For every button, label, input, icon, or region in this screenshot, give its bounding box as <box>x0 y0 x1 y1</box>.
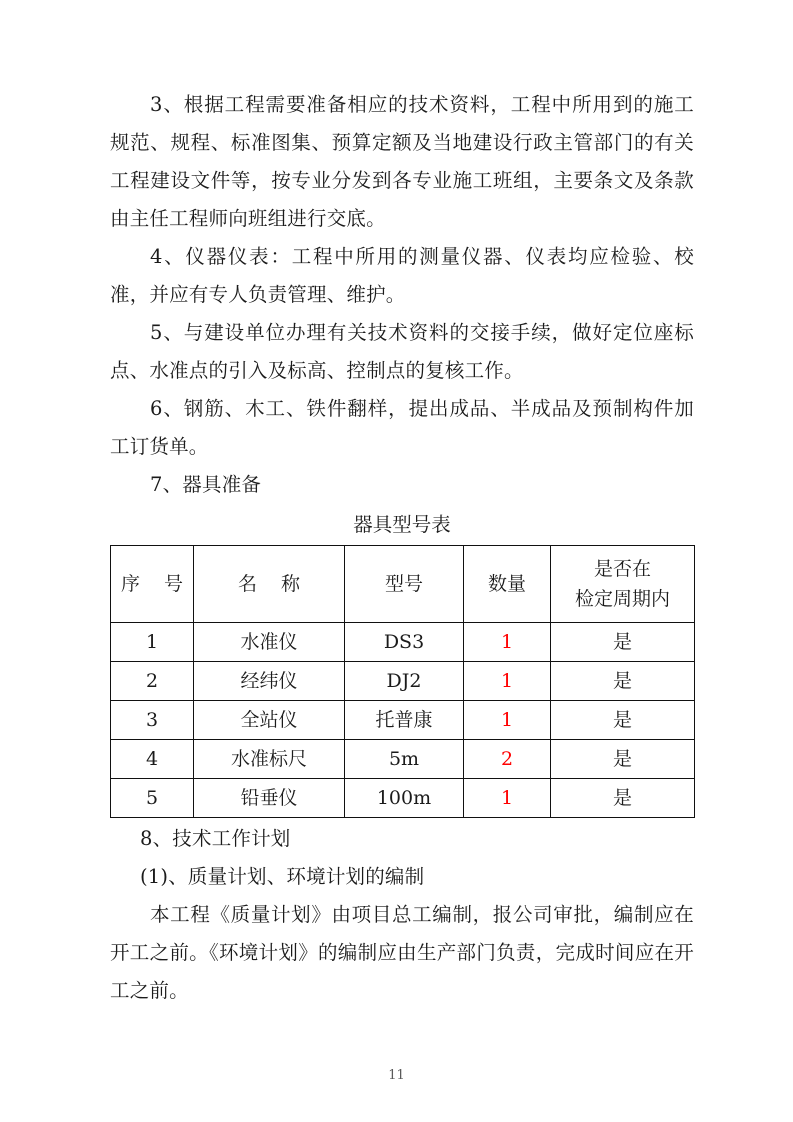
paragraph-item-8-sub-1: (1)、质量计划、环境计划的编制 <box>140 865 425 888</box>
column-header-valid-line1: 是否在 <box>593 558 651 580</box>
cell-no: 5 <box>111 779 194 818</box>
cell-no: 3 <box>111 701 194 740</box>
table-row <box>111 779 695 818</box>
cell-model: 托普康 <box>345 701 464 740</box>
table-caption: 器具型号表 <box>353 513 451 536</box>
page-body <box>110 86 694 1010</box>
cell-model: DS3 <box>345 623 464 662</box>
cell-no: 1 <box>111 623 194 662</box>
column-header-name <box>194 546 345 623</box>
paragraph-item-5: 5、与建设单位办理有关技术资料的交接手续，做好定位座标点、水准点的引入及标高、控制点的复核工作。 <box>110 321 694 382</box>
column-header-model-label: 型号 <box>384 573 423 595</box>
equipment-table-wrapper <box>110 545 694 818</box>
column-header-name-label: 名 称 <box>237 573 310 595</box>
cell-name: 水准标尺 <box>194 740 345 779</box>
cell-quantity: 1 <box>464 779 551 818</box>
table-row <box>111 701 695 740</box>
cell-quantity: 2 <box>464 740 551 779</box>
column-header-no-label: 序 号 <box>120 573 193 595</box>
cell-model: 5m <box>345 740 464 779</box>
cell-name: 全站仪 <box>194 701 345 740</box>
cell-model: DJ2 <box>345 662 464 701</box>
cell-model: 100m <box>345 779 464 818</box>
page-number: 11 <box>388 1068 405 1083</box>
column-header-quantity-label: 数量 <box>487 573 526 595</box>
cell-quantity: 1 <box>464 701 551 740</box>
column-header-valid-period <box>551 546 695 623</box>
paragraph-item-8: 8、技术工作计划 <box>140 827 291 850</box>
column-header-no <box>111 546 194 623</box>
cell-no: 2 <box>111 662 194 701</box>
table-body <box>111 623 695 818</box>
column-header-quantity <box>464 546 551 623</box>
cell-no: 4 <box>111 740 194 779</box>
paragraph-quality-plan: 本工程《质量计划》由项目总工编制，报公司审批，编制应在开工之前。《环境计划》的编制应由生产部门负责，完成时间应在开工之前。 <box>110 903 694 1002</box>
cell-quantity: 1 <box>464 623 551 662</box>
table-header-row <box>111 546 695 623</box>
cell-name: 经纬仪 <box>194 662 345 701</box>
cell-valid: 是 <box>551 740 695 779</box>
paragraph-item-6: 6、钢筋、木工、铁件翻样，提出成品、半成品及预制构件加工订货单。 <box>110 397 694 458</box>
column-header-valid-line2: 检定周期内 <box>574 588 670 610</box>
cell-name: 铅垂仪 <box>194 779 345 818</box>
table-row <box>111 662 695 701</box>
column-header-model <box>345 546 464 623</box>
cell-valid: 是 <box>551 779 695 818</box>
table-row <box>111 740 695 779</box>
paragraph-item-3: 3、根据工程需要准备相应的技术资料，工程中所用到的施工规范、规程、标准图集、预算定额及当地建设行政主管部门的有关工程建设文件等，按专业分发到各专业施工班组，主要条文及条款由主任工程师向班组进行交底。 <box>110 93 694 230</box>
paragraph-item-7: 7、器具准备 <box>150 473 262 496</box>
cell-valid: 是 <box>551 662 695 701</box>
equipment-model-table <box>110 545 695 818</box>
paragraph-item-4: 4、仪器仪表：工程中所用的测量仪器、仪表均应检验、校准，并应有专人负责管理、维护。 <box>110 245 694 306</box>
table-row <box>111 623 695 662</box>
cell-valid: 是 <box>551 623 695 662</box>
cell-valid: 是 <box>551 701 695 740</box>
cell-quantity: 1 <box>464 662 551 701</box>
cell-name: 水准仪 <box>194 623 345 662</box>
